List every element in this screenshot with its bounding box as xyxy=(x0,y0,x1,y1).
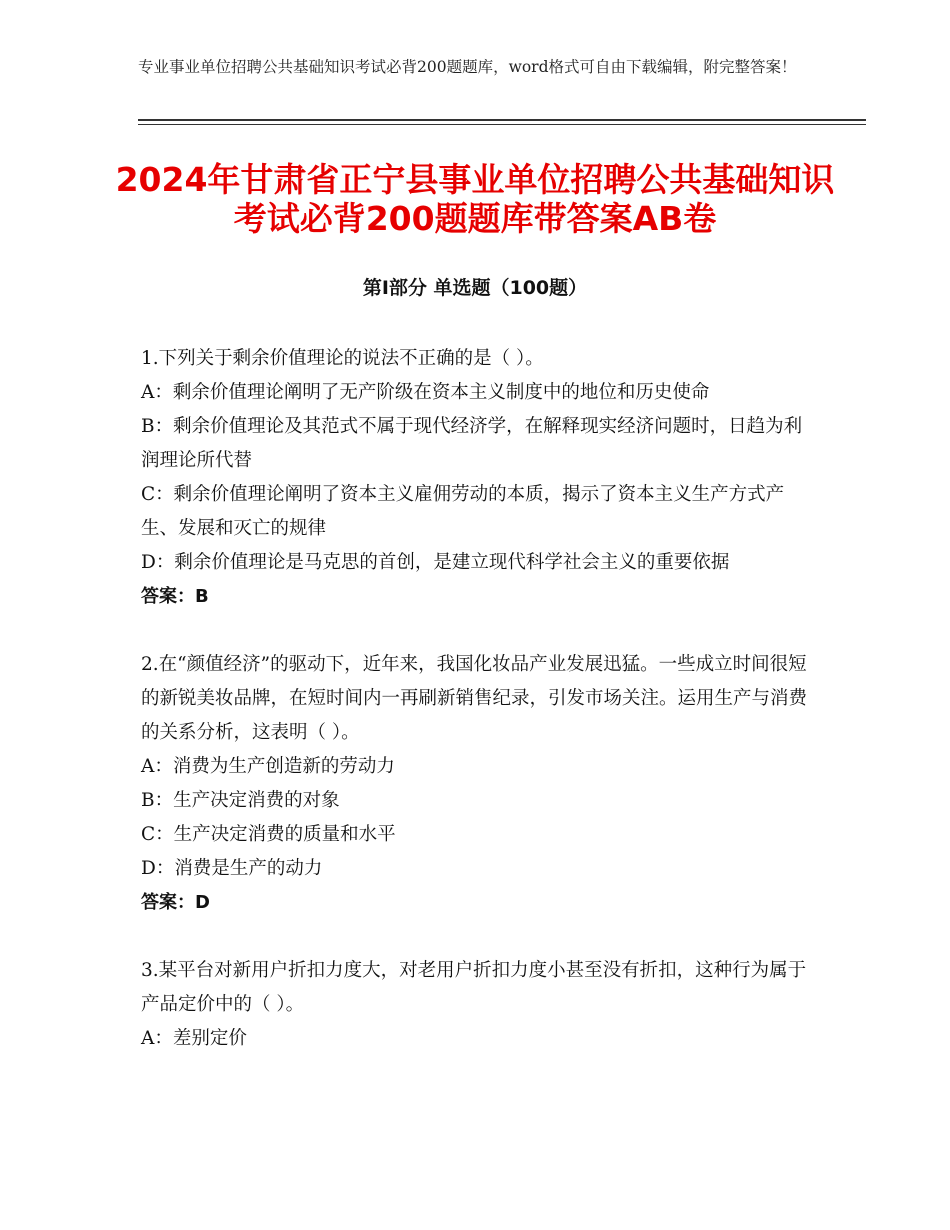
option-a: A：消费为生产创造新的劳动力 xyxy=(141,756,395,777)
header-rule xyxy=(138,119,866,121)
question-stem: 1.下列关于剩余价值理论的说法不正确的是（ ）。 xyxy=(141,348,544,369)
question-3 xyxy=(141,954,811,1056)
question-1 xyxy=(141,342,811,614)
option-d: D：消费是生产的动力 xyxy=(141,858,323,879)
option-a: A：差别定价 xyxy=(141,1028,247,1049)
option-a: A：剩余价值理论阐明了无产阶级在资本主义制度中的地位和历史使命 xyxy=(141,382,710,403)
question-2 xyxy=(141,648,811,920)
option-c: C：剩余价值理论阐明了资本主义雇佣劳动的本质，揭示了资本主义生产方式产生、发展和灭亡的规律 xyxy=(141,484,785,539)
option-b: B：生产决定消费的对象 xyxy=(141,790,340,811)
question-stem: 3.某平台对新用户折扣力度大，对老用户折扣力度小甚至没有折扣，这种行为属于产品定价中的（ ）。 xyxy=(141,960,807,1015)
option-c: C：生产决定消费的质量和水平 xyxy=(141,824,396,845)
question-stem: 2.在“颜值经济”的驱动下，近年来，我国化妆品产业发展迅猛。一些成立时间很短的新锐美妆品牌，在短时间内一再刷新销售纪录，引发市场关注。运用生产与消费的关系分析，这表明（ ）。 xyxy=(141,654,808,743)
question-list xyxy=(141,342,811,1090)
header-note: 专业事业单位招聘公共基础知识考试必背200题题库，word格式可自由下载编辑，附完整答案！ xyxy=(138,58,797,76)
answer: 答案：B xyxy=(141,586,209,607)
header-rule-thin xyxy=(138,124,866,125)
answer: 答案：D xyxy=(141,892,210,913)
option-d: D：剩余价值理论是马克思的首创，是建立现代科学社会主义的重要依据 xyxy=(141,552,730,573)
section-title: 第Ⅰ部分 单选题（100题） xyxy=(362,277,588,299)
document-title: 2024年甘肃省正宁县事业单位招聘公共基础知识考试必背200题题库带答案AB卷 xyxy=(115,160,835,238)
option-b: B：剩余价值理论及其范式不属于现代经济学，在解释现实经济问题时，日趋为利润理论所代替 xyxy=(141,416,803,471)
